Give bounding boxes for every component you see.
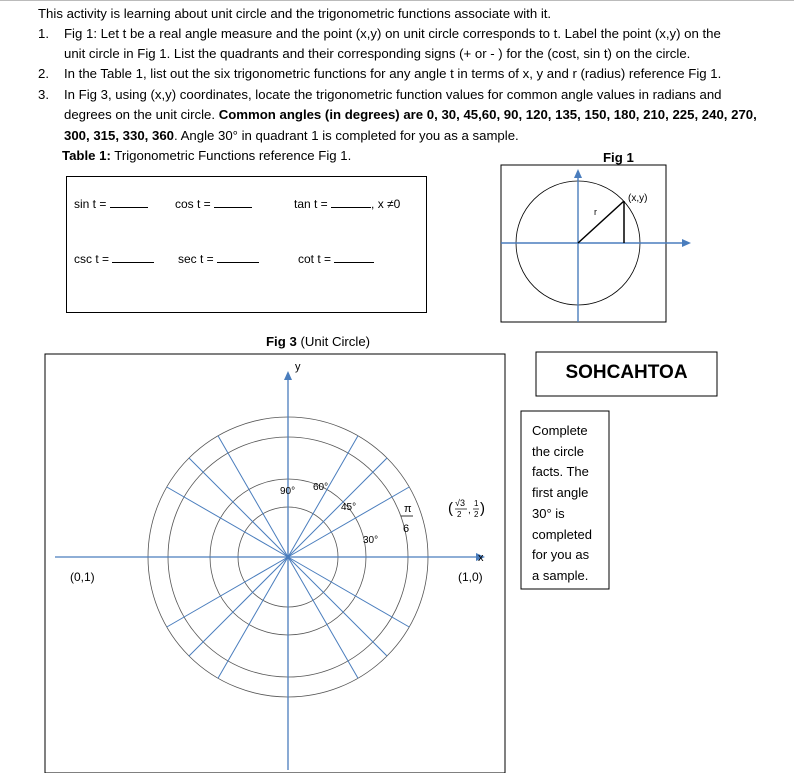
fig3-box (45, 354, 505, 773)
fig1-title: Fig 1 (603, 150, 634, 165)
table-caption-label: Table 1: (62, 148, 111, 163)
fig3-title-label: Fig 3 (266, 334, 297, 349)
item-3-line-3-bold: 300, 315, 330, 360 (64, 128, 174, 143)
cot-label: cot t = (298, 252, 332, 266)
label-root3: √3 (455, 498, 465, 508)
radial-line-330 (288, 557, 409, 627)
radial-line-30 (288, 487, 409, 557)
fig3-x-label: x (478, 552, 484, 564)
radial-line-225 (189, 557, 288, 656)
fig3-title (266, 332, 370, 352)
comma: , (468, 505, 471, 516)
item-3-line-2-bold: Common angles (in degrees) are 0, 30, 45,60, 90, 120, 135, 150, 180, 210, 225, 240, 270, (218, 107, 757, 122)
csc-label: csc t = (74, 252, 110, 266)
fig3-y-label: y (295, 361, 301, 373)
item-3-line-3-normal: . Angle 30° in quadrant 1 is completed for you as a sample. (174, 128, 519, 143)
note-text (532, 421, 592, 587)
note-line-1: Complete (532, 423, 588, 438)
cos-label: cos t = (175, 197, 211, 211)
note-line-4: first angle (532, 485, 589, 501)
radial-line-120 (218, 436, 288, 557)
radial-line-60 (288, 436, 358, 557)
label-six: 6 (403, 523, 410, 535)
label-two-b: 2 (474, 510, 479, 519)
note-line-5: 30° is (532, 505, 565, 521)
fig1-y-arrow (574, 169, 582, 178)
item-3-line-2-normal: degrees on the unit circle. (64, 107, 219, 122)
radial-line-315 (288, 557, 387, 656)
item-1-line-2: unit circle in Fig 1. List the quadrants and their corresponding signs (+ or - ) for the (cost, sin t) on the circle. (64, 46, 691, 61)
fig1-x-arrow (682, 239, 691, 247)
fig1-radius-label: r (594, 207, 597, 217)
label-pi: π (404, 503, 412, 515)
table-caption-text: Trigonometric Functions reference Fig 1. (110, 148, 352, 163)
label-point-1-0: (1,0) (458, 570, 483, 584)
note-line-3: facts. The (532, 464, 589, 480)
label-point-0-1: (0,1) (70, 570, 95, 584)
note-line-7: for you as (532, 547, 590, 563)
paren-left: ( (448, 500, 453, 517)
fig1-point-label: (x,y) (628, 193, 648, 204)
item-number-3: 3. (38, 87, 49, 102)
intro-text: This activity is learning about unit circle and the trigonometric functions associate with it. (38, 6, 552, 21)
item-2-line-1: In the Table 1, list out the six trigonometric functions for any angle t in terms of x, y and r (radius) reference Fig 1. (64, 66, 722, 81)
label-one: 1 (474, 499, 479, 508)
radial-line-150 (167, 487, 288, 557)
tan-condition: , x ≠0 (371, 197, 401, 211)
item-3-line-1: In Fig 3, using (x,y) coordinates, locate the trigonometric function values for common angle values in radians and (64, 87, 722, 102)
sohcahtoa-label: SOHCAHTOA (565, 362, 688, 383)
note-line-2: the circle (532, 443, 585, 459)
sec-label: sec t = (178, 252, 214, 266)
radial-line-240 (218, 557, 288, 678)
fig3-title-text: (Unit Circle) (296, 334, 371, 349)
note-line-8: a sample. (532, 567, 589, 583)
unit-circle-diagram (55, 361, 485, 770)
item-number-1: 1. (38, 26, 49, 41)
paren-right: ) (480, 500, 485, 517)
label-two-a: 2 (457, 510, 462, 519)
radial-line-300 (288, 557, 358, 678)
sin-label: sin t = (74, 197, 107, 211)
label-45-deg: 45° (341, 502, 357, 513)
radial-line-210 (167, 557, 288, 627)
item-1-line-1: Fig 1: Let t be a real angle measure and the point (x,y) on unit circle corresponds to t. Label the point (x,y) on the (64, 26, 721, 41)
fig3-y-arrow (284, 371, 292, 380)
fig1-radius-line (578, 201, 624, 243)
radial-line-135 (189, 458, 288, 557)
item-number-2: 2. (38, 66, 49, 81)
tan-label: tan t = (294, 197, 328, 211)
label-90-deg: 90° (280, 486, 296, 497)
note-line-6: completed (532, 526, 592, 542)
label-30-deg: 30° (363, 535, 379, 546)
label-60-deg: 60° (313, 482, 329, 493)
